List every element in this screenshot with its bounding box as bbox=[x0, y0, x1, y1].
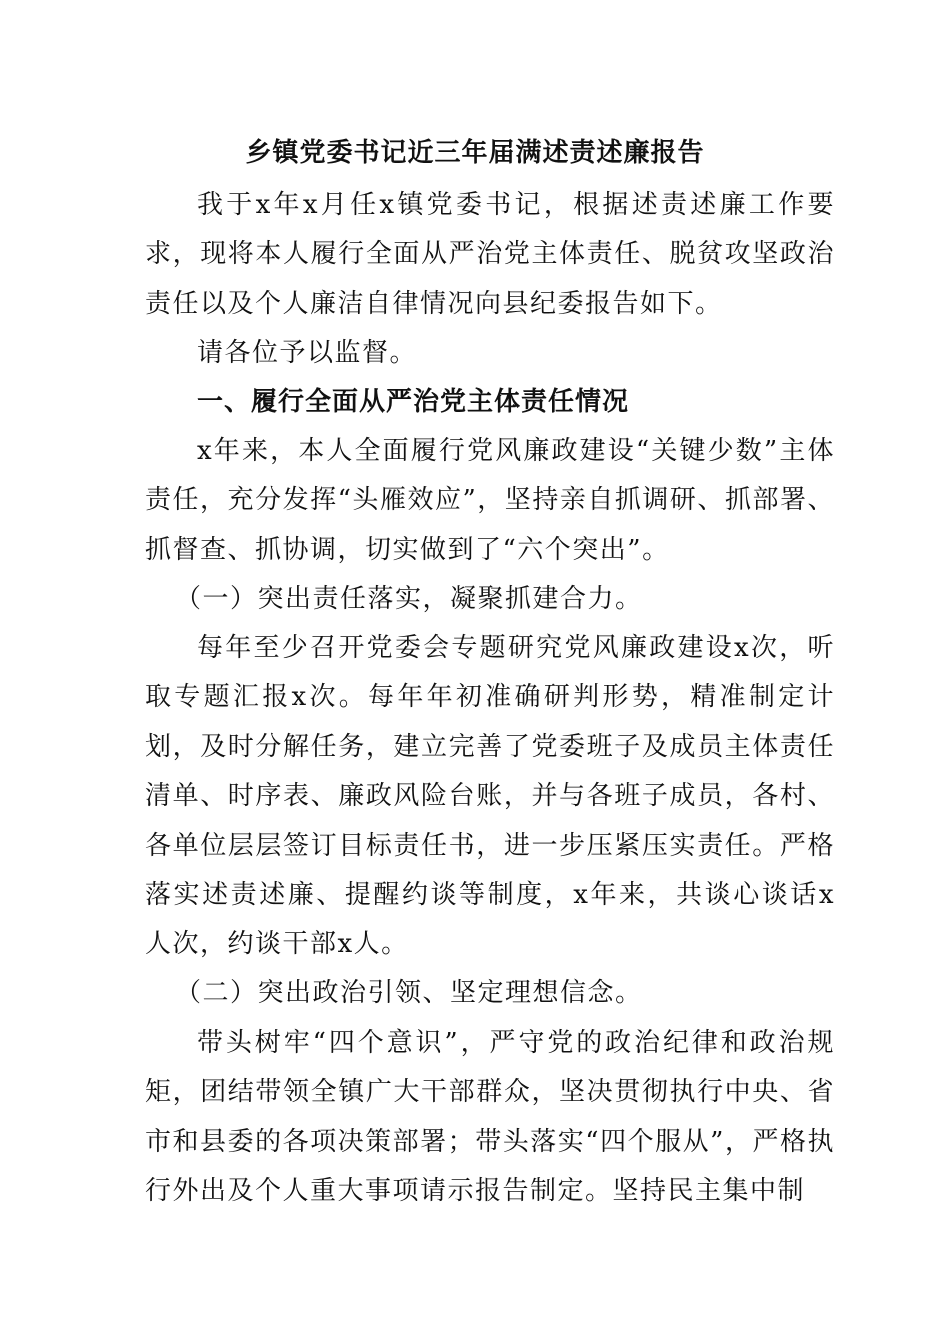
paragraph-section-1-body: x年来，本人全面履行党风廉政建设“关键少数”主体责任，充分发挥“头雁效应”，坚持亲自抓调研、抓部署、抓督查、抓协调，切实做到了“六个突出”。 bbox=[145, 436, 835, 565]
subsection-heading-1: （一）突出责任落实，凝聚抓建合力。 bbox=[175, 584, 643, 614]
subsection-heading-2: （二）突出政治引领、坚定理想信念。 bbox=[175, 978, 643, 1008]
section-heading-1: 一、履行全面从严治党主体责任情况 bbox=[197, 387, 630, 417]
paragraph-supervision: 请各位予以监督。 bbox=[197, 338, 418, 368]
paragraph-subsection-1-body: 每年至少召开党委会专题研究党风廉政建设x次，听取专题汇报x次。每年年初准确研判形势，精准制定计划，及时分解任务，建立完善了党委班子及成员主体责任清单、时序表、廉政风险台账，并与各班子成员，各村、各单位层层签订目标责任书，进一步压紧压实责任。严格落实述责述廉、提醒约谈等制度，x年来，共谈心谈话x人次，约谈干部x人。 bbox=[145, 633, 835, 960]
paragraph-subsection-2-body: 带头树牢“四个意识”，严守党的政治纪律和政治规矩，团结带领全镇广大干部群众，坚决贯彻执行中央、省市和县委的各项决策部署；带头落实“四个服从”，严格执行外出及个人重大事项请示报告制定。坚持民主集中制 bbox=[145, 1028, 835, 1207]
document-title: 乡镇党委书记近三年届满述责述廉报告 bbox=[245, 138, 705, 168]
paragraph-intro: 我于x年x月任x镇党委书记，根据述责述廉工作要求，现将本人履行全面从严治党主体责任、脱贫攻坚政治责任以及个人廉洁自律情况向县纪委报告如下。 bbox=[145, 190, 835, 319]
